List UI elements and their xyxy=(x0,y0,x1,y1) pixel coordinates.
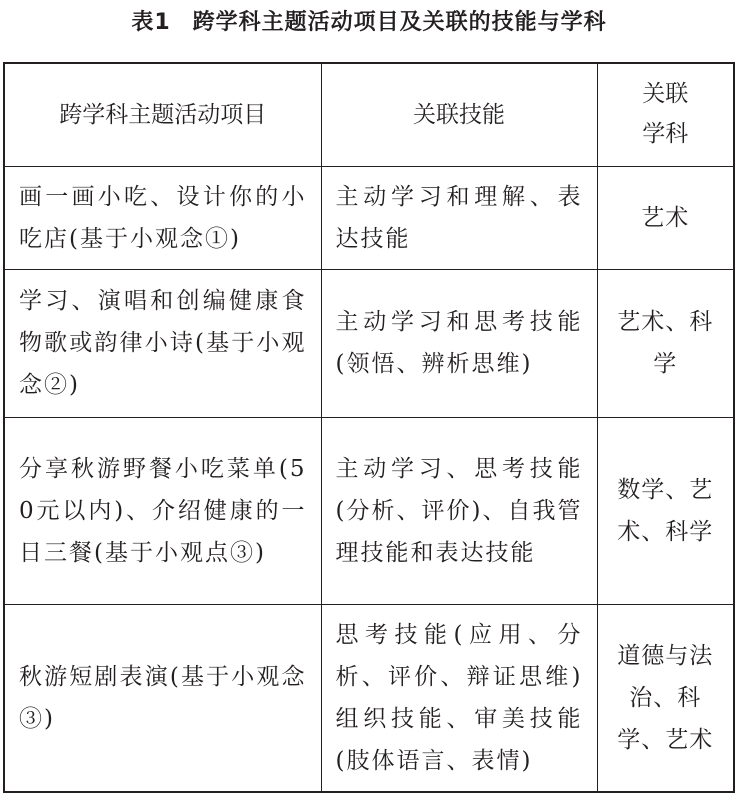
header-subjects xyxy=(597,63,734,166)
project-cell: 秋游短剧表演(基于小观念③) xyxy=(4,604,321,792)
project-cell: 学习、演唱和创编健康食物歌或韵律小诗(基于小观念②) xyxy=(4,269,321,417)
skills-cell: 主动学习、思考技能(分析、评价)、自我管理技能和表达技能 xyxy=(321,417,597,604)
table-caption xyxy=(0,8,738,38)
project-cell: 分享秋游野餐小吃菜单(50元以内)、介绍健康的一日三餐(基于小观点③) xyxy=(4,417,321,604)
table-row xyxy=(4,269,734,417)
table-number: 表1 xyxy=(131,10,171,35)
header-project: 跨学科主题活动项目 xyxy=(4,63,321,166)
table-header-row xyxy=(4,63,734,166)
subjects-cell: 艺术 xyxy=(597,166,734,269)
skills-subjects-table xyxy=(3,62,735,793)
header-skills: 关联技能 xyxy=(321,63,597,166)
subjects-cell: 道德与法治、科学、艺术 xyxy=(597,604,734,792)
subjects-cell: 艺术、科学 xyxy=(597,269,734,417)
table-title: 跨学科主题活动项目及关联的技能与学科 xyxy=(192,10,607,35)
header-subjects-label: 关联学科 xyxy=(642,81,689,148)
table-row xyxy=(4,166,734,269)
table-row xyxy=(4,417,734,604)
skills-cell: 主动学习和理解、表达技能 xyxy=(321,166,597,269)
subjects-cell: 数学、艺术、科学 xyxy=(597,417,734,604)
project-cell: 画一画小吃、设计你的小吃店(基于小观念①) xyxy=(4,166,321,269)
skills-cell: 思考技能(应用、分析、评价、辩证思维)组织技能、审美技能(肢体语言、表情) xyxy=(321,604,597,792)
skills-cell: 主动学习和思考技能(领悟、辨析思维) xyxy=(321,269,597,417)
table-row xyxy=(4,604,734,792)
